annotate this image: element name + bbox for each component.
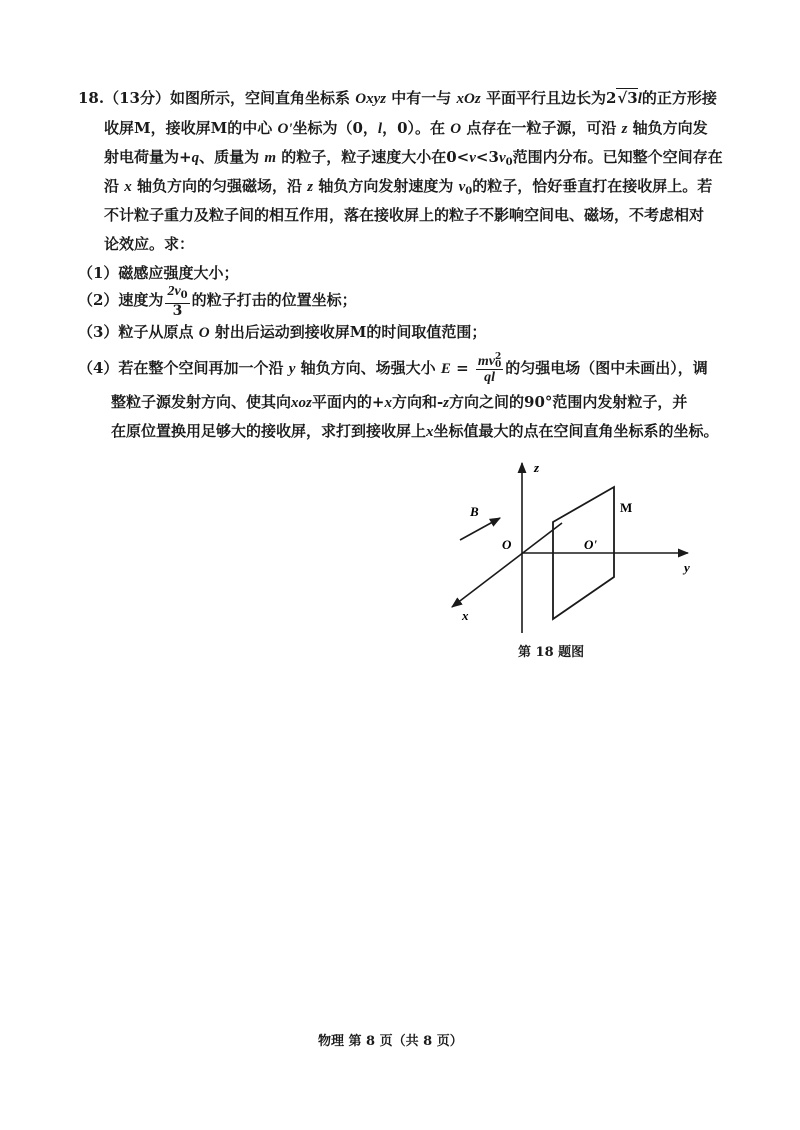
- subquestion-2: [78, 280, 357, 320]
- math-y: y: [288, 361, 296, 377]
- text: 平面内的+: [311, 393, 385, 411]
- text: 平面平行且边长为2: [485, 89, 617, 107]
- question-score: （13分）: [104, 89, 170, 107]
- question-line-1: [78, 88, 717, 109]
- text: 、质量为: [199, 148, 260, 166]
- question-line-6: [104, 234, 194, 254]
- b-field-arrow: [460, 518, 500, 540]
- label-o-prime: O': [584, 537, 597, 552]
- subscript: 0: [494, 360, 502, 370]
- math-q: q: [191, 150, 200, 166]
- text: 轴负方向、场强大小: [300, 359, 436, 377]
- text: 的匀强电场（图中未画出），调: [505, 359, 708, 377]
- superscript: 2: [494, 352, 502, 362]
- page-footer: 物理 第 8 页（共 8 页）: [318, 1034, 463, 1049]
- text: 点存在一粒子源，可沿: [466, 119, 617, 137]
- text: 的粒子打击的位置坐标；: [191, 291, 357, 309]
- text: 的粒子，粒子速度大小在0<: [281, 148, 470, 166]
- fraction-2v0-over-3: [165, 284, 189, 319]
- math-l: l: [377, 121, 383, 137]
- math-v0: v: [458, 179, 466, 195]
- math-x: x: [426, 424, 434, 440]
- math-E: E: [440, 361, 451, 377]
- text: 射电荷量为+: [104, 148, 192, 166]
- math-v0: v: [498, 150, 506, 166]
- math-x: x: [124, 179, 132, 195]
- text: 整粒子源发射方向、使其向: [111, 393, 292, 411]
- math-z: z: [307, 179, 314, 195]
- math-oprime: O': [277, 121, 293, 137]
- math-oxyz: Oxyz: [355, 91, 387, 107]
- text: 坐标为（0，: [292, 119, 378, 137]
- math-xoz: xOz: [456, 91, 481, 107]
- text: 如图所示，空间直角坐标系: [169, 89, 350, 107]
- question-line-5: [104, 205, 704, 225]
- text: （2）速度为: [78, 291, 164, 309]
- figure-caption: 第 18 题图: [518, 645, 585, 660]
- subquestion-3: [78, 322, 486, 343]
- subscript: 0: [465, 186, 473, 197]
- label-o: O: [502, 537, 512, 552]
- text: 论效应。求：: [104, 235, 195, 253]
- text: （3）粒子从原点: [78, 323, 194, 341]
- text: 中有一与: [391, 89, 452, 107]
- text: 不计粒子重力及粒子间的相互作用，落在接收屏上的粒子不影响空间电、磁场，不考虑相对: [104, 206, 705, 224]
- math-z: z: [621, 121, 628, 137]
- numerator: mv: [477, 354, 495, 369]
- text: <3: [475, 148, 499, 166]
- subquestion-4-line-1: [78, 346, 708, 391]
- text: 轴负方向发: [632, 119, 708, 137]
- text: 射出后运动到接收屏M的时间取值范围；: [214, 323, 487, 341]
- math-sqrt3: √3: [617, 89, 638, 107]
- text: 沿: [104, 177, 120, 195]
- math-o: O: [450, 121, 462, 137]
- text: 坐标值最大的点在空间直角坐标系的坐标。: [433, 422, 719, 440]
- text: 的粒子，恰好垂直打在接收屏上。若: [472, 177, 713, 195]
- math-xoz: xoz: [291, 395, 312, 411]
- text: 的正方形接: [641, 89, 717, 107]
- text: （4）若在整个空间再加一个沿: [78, 359, 284, 377]
- subscript: 0: [180, 289, 188, 301]
- text: 方向之间的90°范围内发射粒子，并: [449, 393, 688, 411]
- text: 在原位置换用足够大的接收屏，求打到接收屏上: [111, 422, 427, 440]
- question-number: 18.: [78, 89, 105, 107]
- question-line-3: [104, 147, 723, 173]
- text: 方向和-: [391, 393, 444, 411]
- label-b: B: [470, 504, 479, 519]
- math-m: m: [264, 150, 276, 166]
- label-y: y: [684, 560, 690, 575]
- text: 范围内分布。已知整个空间存在: [512, 148, 723, 166]
- denominator: ql: [484, 370, 495, 385]
- coordinate-diagram: [430, 455, 700, 640]
- denominator: 3: [172, 302, 183, 319]
- question-line-4: [104, 176, 712, 202]
- equals: =: [450, 359, 474, 377]
- math-l: l: [637, 91, 642, 107]
- text: 轴负方向的匀强磁场，沿: [136, 177, 302, 195]
- math-v: v: [469, 150, 476, 166]
- label-m: M: [620, 500, 633, 515]
- text: ，0）。在: [382, 119, 446, 137]
- label-z: z: [534, 460, 540, 475]
- fraction-mv0sq-over-ql: [476, 353, 503, 385]
- numerator: 2v: [167, 283, 181, 299]
- subquestion-4-line-2: [111, 392, 687, 413]
- text: 轴负方向发射速度为: [318, 177, 454, 195]
- math-x: x: [384, 395, 392, 411]
- text: （1）磁感应强度大小；: [78, 264, 239, 282]
- text: 收屏M，接收屏M的中心: [104, 119, 273, 137]
- subscript: 0: [505, 157, 513, 168]
- label-x: x: [462, 608, 469, 623]
- math-z: z: [443, 395, 450, 411]
- question-line-2: [104, 118, 708, 139]
- subquestion-4-line-3: [111, 421, 719, 442]
- math-o: O: [198, 325, 210, 341]
